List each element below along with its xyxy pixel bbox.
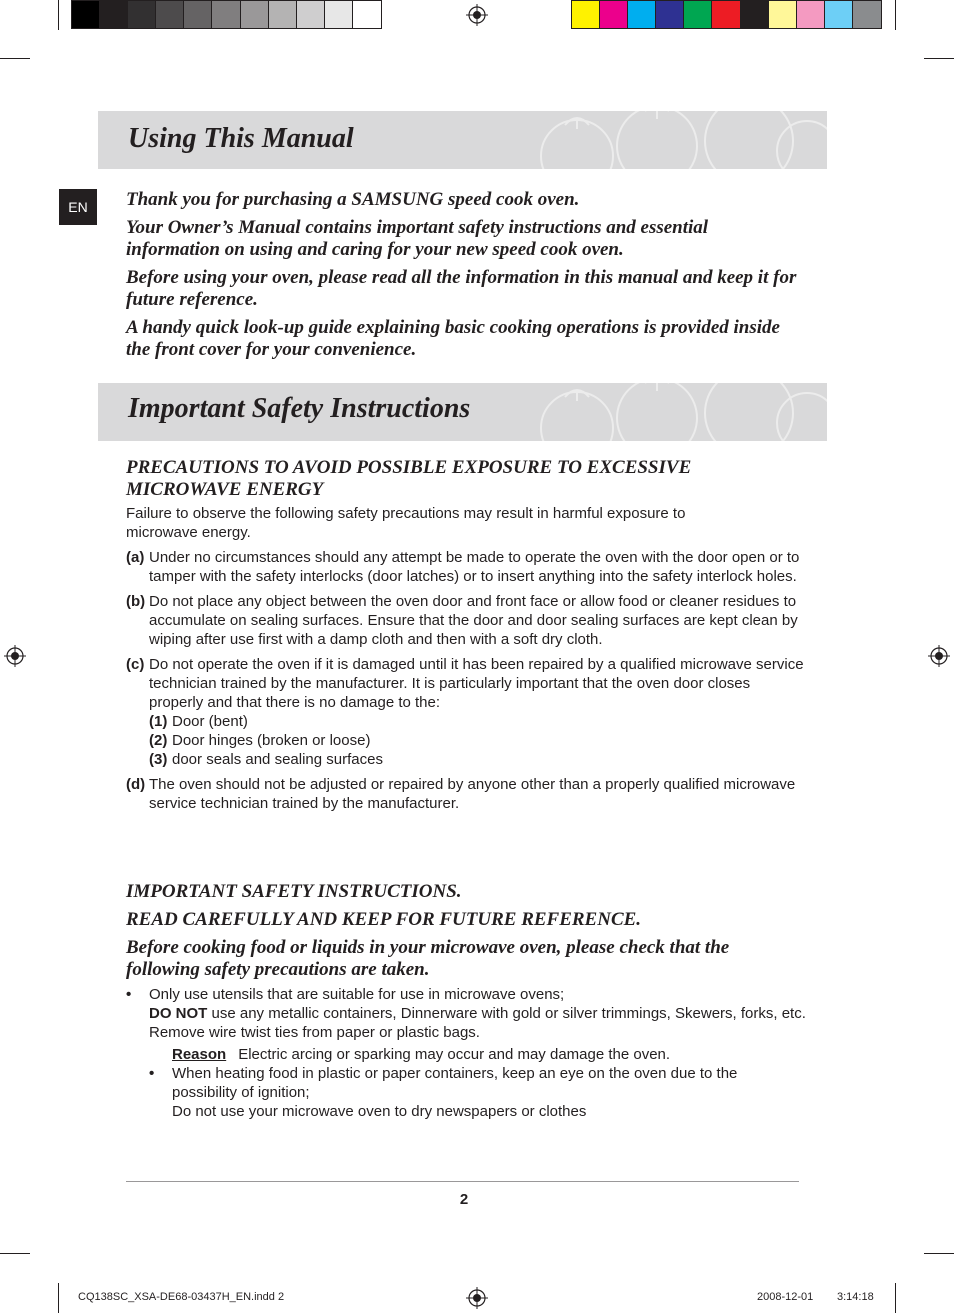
- color-swatch: [100, 1, 128, 28]
- bullet-icon: •: [126, 986, 132, 1003]
- crop-mark: [0, 1253, 30, 1254]
- registration-mark-icon: [466, 4, 488, 26]
- before-cooking-text: Before cooking food or liquids in your microwave oven, please check that the following safety precautions are taken.: [126, 937, 730, 980]
- intro-paragraph: Before using your oven, please read all the information in this manual and keep it for future reference.: [126, 267, 797, 310]
- color-swatch: [241, 1, 269, 28]
- list-item: (b) Do not place any object between the oven door and front face or allow food or cleaner residues to accumulate on sealing surfaces. Ensure that the door and door sealing surfaces are kept clean by wiping after use first with a damp cloth and then with a soft dry cloth.: [126, 593, 798, 648]
- intro-paragraph: Thank you for purchasing a SAMSUNG speed cook oven.: [126, 189, 580, 210]
- important-heading: IMPORTANT SAFETY INSTRUCTIONS.: [126, 881, 462, 902]
- color-swatch: [684, 1, 712, 28]
- section-title: Using This Manual: [128, 123, 354, 154]
- color-swatch: [184, 1, 212, 28]
- list-item: (c) Do not operate the oven if it is damaged until it has been repaired by a qualified microwave service technician trained by the manufacturer. It is particularly important that the oven door closes properly and that there is no damage to the:: [126, 656, 804, 711]
- bullet-item: • Only use utensils that are suitable for use in microwave ovens; DO NOT use any metallic containers, Dinnerware with gold or silver trimmings, Skewers, forks, etc. Remove wire twist ties from paper or plastic bags. Reason Electric arcing or sparking may occur and may damage the oven. • When heating food in plastic or paper containers, keep an eye on the oven due to the possibility of ignition; Do not use your microwave oven to dry newspapers or clothes: [126, 986, 806, 1120]
- precautions-heading: PRECAUTIONS TO AVOID POSSIBLE EXPOSURE TO EXCESSIVE MICROWAVE ENERGY: [126, 457, 692, 500]
- grayscale-color-bar: [71, 0, 382, 29]
- crop-mark: [58, 1283, 59, 1313]
- color-swatch: [656, 1, 684, 28]
- intro-paragraph: Your Owner’s Manual contains important safety instructions and essential information on using and caring for your new speed cook oven.: [126, 217, 709, 260]
- footer-rule: [126, 1181, 799, 1182]
- crop-mark: [924, 1253, 954, 1254]
- bullet-icon: •: [149, 1065, 155, 1082]
- page-number: 2: [459, 1191, 469, 1208]
- section-header-safety: [98, 383, 827, 441]
- color-swatch: [297, 1, 325, 28]
- crop-mark: [58, 0, 59, 30]
- language-tab: EN: [59, 189, 97, 225]
- crop-mark: [895, 1283, 896, 1313]
- footer-date: 2008-12-01: [757, 1291, 814, 1303]
- color-swatch: [797, 1, 825, 28]
- important-block: [126, 881, 806, 1121]
- process-color-bar: [571, 0, 882, 29]
- color-swatch: [572, 1, 600, 28]
- color-swatch: [269, 1, 297, 28]
- color-swatch: [600, 1, 628, 28]
- color-swatch: [212, 1, 240, 28]
- tomato-decoration-icon: [487, 111, 827, 169]
- crop-mark: [924, 58, 954, 59]
- footer-filename: CQ138SC_XSA-DE68-03437H_EN.indd 2: [78, 1291, 285, 1303]
- reason-label: Reason: [172, 1046, 227, 1063]
- precautions-intro: Failure to observe the following safety precautions may result in harmful exposure to microwave energy.: [126, 505, 686, 541]
- intro-text: [126, 189, 798, 367]
- tomato-decoration-icon: [487, 383, 827, 441]
- registration-mark-icon: [4, 645, 26, 667]
- registration-mark-icon: [466, 1287, 488, 1309]
- crop-mark: [895, 0, 896, 30]
- color-swatch: [325, 1, 353, 28]
- bullet-item: • When heating food in plastic or paper containers, keep an eye on the oven due to the possibility of ignition; Do not use your microwave oven to dry newspapers or clothes: [149, 1065, 738, 1120]
- color-swatch: [353, 1, 381, 28]
- intro-paragraph: A handy quick look-up guide explaining basic cooking operations is provided inside the front cover for your convenience.: [126, 317, 780, 360]
- crop-mark: [0, 58, 30, 59]
- color-swatch: [72, 1, 100, 28]
- registration-mark-icon: [928, 645, 950, 667]
- list-item: (a) Under no circumstances should any attempt be made to operate the oven with the door open or to tamper with the safety interlocks (door latches) or to insert anything into the safety interlock holes.: [126, 549, 800, 585]
- color-swatch: [825, 1, 853, 28]
- color-swatch: [628, 1, 656, 28]
- color-swatch: [712, 1, 740, 28]
- list-item: (d) The oven should not be adjusted or repaired by anyone other than a properly qualified microwave service technician trained by the manufacturer.: [126, 776, 796, 812]
- color-swatch: [156, 1, 184, 28]
- important-heading: READ CAREFULLY AND KEEP FOR FUTURE REFERENCE.: [126, 909, 642, 930]
- sub-item: (3) door seals and sealing surfaces: [149, 751, 383, 768]
- color-swatch: [769, 1, 797, 28]
- color-swatch: [128, 1, 156, 28]
- footer-time: 3:14:18: [837, 1291, 874, 1303]
- color-swatch: [741, 1, 769, 28]
- section-header-using-manual: [98, 111, 827, 169]
- sub-item: (1) Door (bent): [149, 713, 248, 730]
- sub-item: (2) Door hinges (broken or loose): [149, 732, 371, 749]
- section-title: Important Safety Instructions: [128, 393, 471, 424]
- color-swatch: [853, 1, 881, 28]
- precautions-block: [126, 457, 806, 819]
